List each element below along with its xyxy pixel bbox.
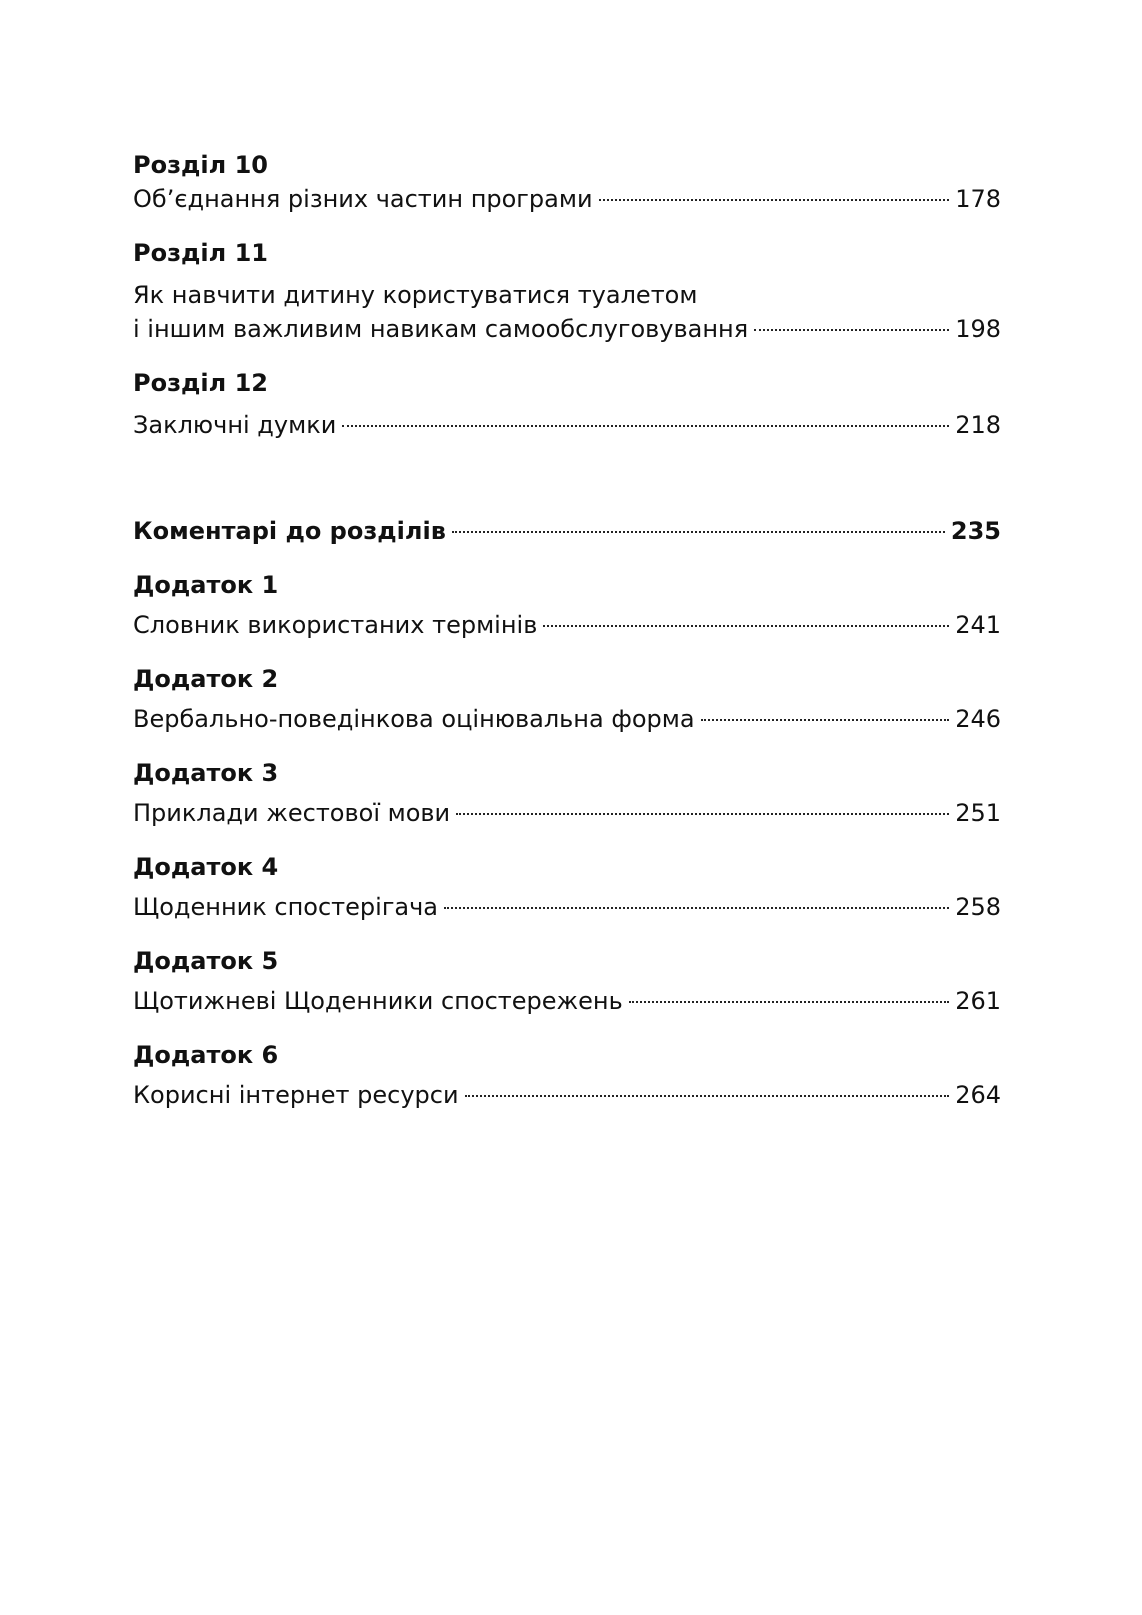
- toc-entry-title: Вербально-поведінкова оцінювальна форма: [133, 705, 695, 733]
- toc-entry-page: 251: [955, 799, 1001, 827]
- toc-entry-page: 198: [955, 315, 1001, 343]
- appendix-3-heading: Додаток 3: [133, 759, 279, 787]
- toc-entry-appendix-2[interactable]: [133, 702, 1001, 736]
- toc-entry-page: 246: [955, 705, 1001, 733]
- appendix-4-heading: Додаток 4: [133, 853, 279, 881]
- chapter-12-heading: Розділ 12: [133, 369, 268, 397]
- toc-entry-page: 218: [955, 411, 1001, 439]
- toc-entry-chapter-10[interactable]: [133, 182, 1001, 216]
- toc-entry-page: 178: [955, 185, 1001, 213]
- appendix-1-heading: Додаток 1: [133, 571, 279, 599]
- toc-entry-title: Коментарі до розділів: [133, 517, 446, 545]
- dot-leader: [444, 907, 949, 909]
- toc-entry-chapter-12[interactable]: [133, 408, 1001, 442]
- toc-entry-appendix-6[interactable]: [133, 1078, 1001, 1112]
- dot-leader: [465, 1095, 950, 1097]
- toc-entry-page: 235: [950, 517, 1001, 545]
- toc-entry-title-line-2: і іншим важливим навикам самообслуговування: [133, 315, 749, 343]
- appendix-2-heading: Додаток 2: [133, 665, 279, 693]
- toc-entry-page: 261: [955, 987, 1001, 1015]
- toc-entry-comments[interactable]: [133, 514, 1001, 548]
- toc-entry-chapter-11[interactable]: [133, 312, 1001, 346]
- dot-leader: [701, 719, 950, 721]
- dot-leader: [456, 813, 949, 815]
- toc-entry-appendix-4[interactable]: [133, 890, 1001, 924]
- toc-entry-page: 241: [955, 611, 1001, 639]
- dot-leader: [342, 425, 949, 427]
- toc-entry-title: Словник використаних термінів: [133, 611, 538, 639]
- appendix-5-heading: Додаток 5: [133, 947, 279, 975]
- appendix-6-heading: Додаток 6: [133, 1041, 279, 1069]
- chapter-10-heading: Розділ 10: [133, 151, 268, 179]
- dot-leader: [629, 1001, 949, 1003]
- toc-entry-appendix-3[interactable]: [133, 796, 1001, 830]
- toc-entry-title: Заключні думки: [133, 411, 337, 439]
- toc-entry-title-line-1: Як навчити дитину користуватися туалетом: [133, 281, 698, 309]
- toc-entry-title: Щоденник спостерігача: [133, 893, 439, 921]
- dot-leader: [452, 531, 945, 533]
- toc-entry-appendix-5[interactable]: [133, 984, 1001, 1018]
- dot-leader: [543, 625, 949, 627]
- table-of-contents: [133, 148, 1001, 1112]
- toc-entry-page: 264: [955, 1081, 1001, 1109]
- toc-entry-title: Приклади жестової мови: [133, 799, 451, 827]
- dot-leader: [754, 329, 949, 331]
- dot-leader: [599, 199, 950, 201]
- toc-entry-title: Корисні інтернет ресурси: [133, 1081, 459, 1109]
- chapter-11-heading: Розділ 11: [133, 239, 268, 267]
- toc-entry-title: Щотижневі Щоденники спостережень: [133, 987, 623, 1015]
- toc-entry-title: Об’єднання різних частин програми: [133, 185, 593, 213]
- toc-entry-appendix-1[interactable]: [133, 608, 1001, 642]
- toc-entry-page: 258: [955, 893, 1001, 921]
